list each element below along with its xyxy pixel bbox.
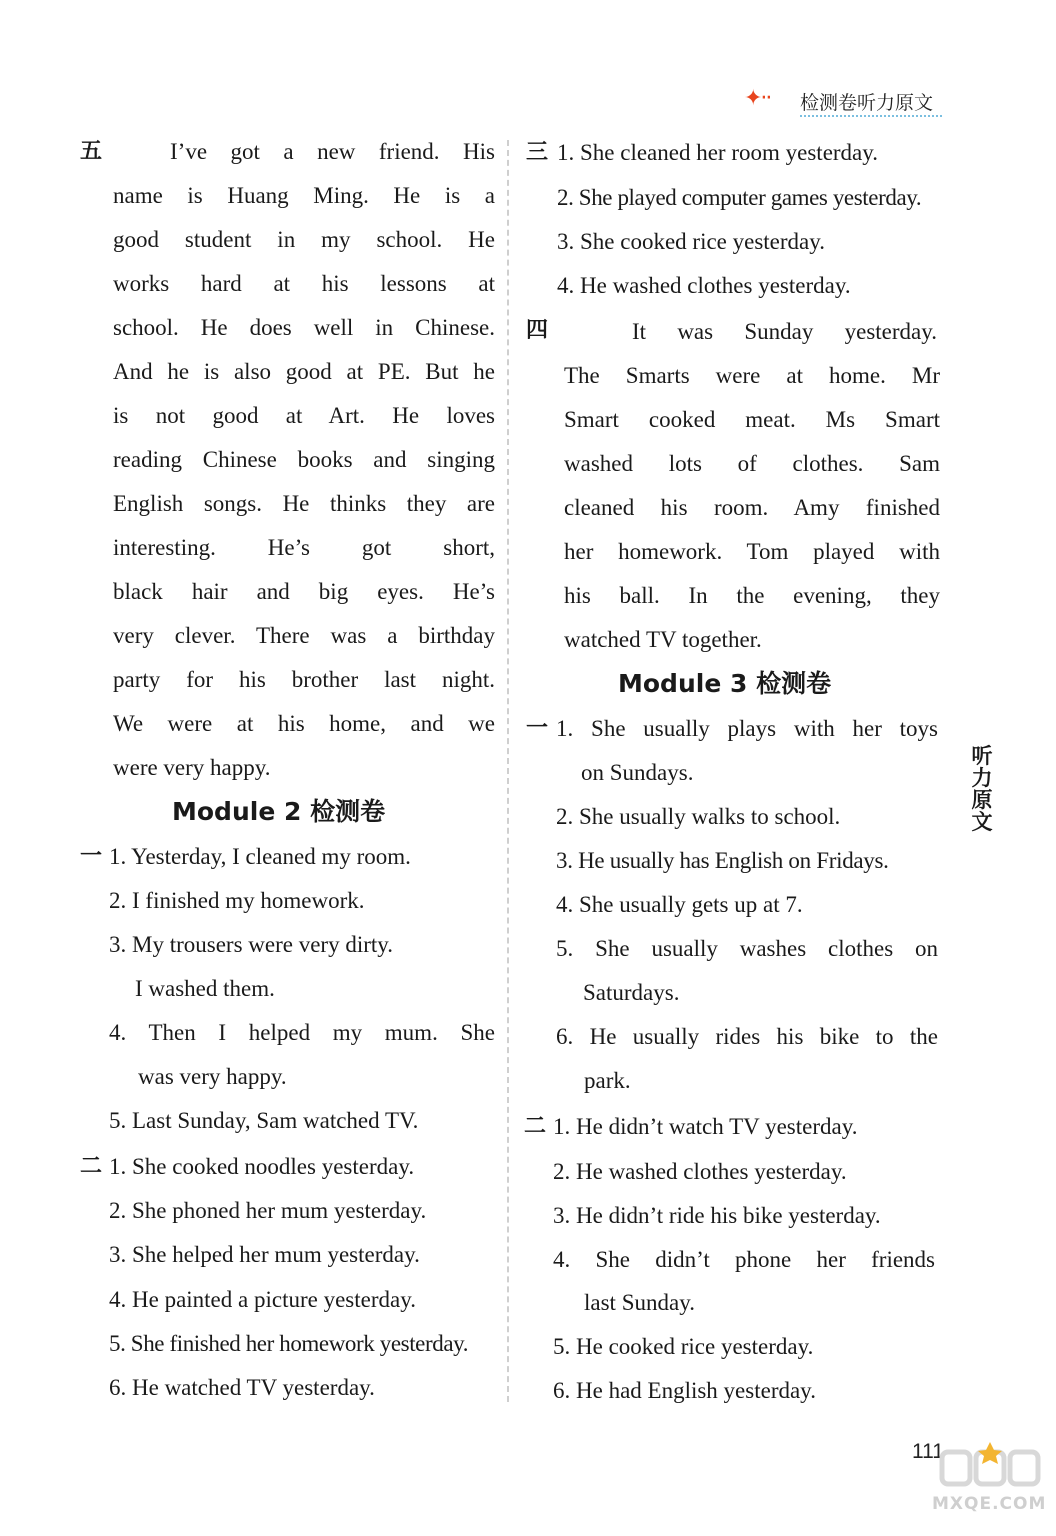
text-line: 3. She helped her mum yesterday. — [109, 1242, 420, 1267]
module-2-heading: Module 2 检测卷 — [172, 797, 386, 826]
text-line: cleaned his room. Amy finished — [564, 495, 940, 520]
text-line: on Sundays. — [581, 760, 694, 785]
side-tab-char: 力 — [971, 766, 993, 790]
text-line: I’ve got a new friend. His — [170, 139, 495, 164]
side-tab-char: 听 — [971, 744, 993, 768]
section-mark-3: 三 — [526, 140, 549, 165]
text-line: It was Sunday yesterday. — [632, 319, 937, 344]
text-line: 4. He painted a picture yesterday. — [109, 1287, 416, 1312]
text-line: Saturdays. — [583, 980, 680, 1005]
text-line: party for his brother last night. — [113, 667, 495, 692]
text-line: 5. He cooked rice yesterday. — [553, 1334, 814, 1359]
text-line: was very happy. — [138, 1064, 287, 1089]
header-underline — [800, 115, 942, 117]
text-line: very clever. There was a birthday — [113, 623, 495, 648]
text-line: his ball. In the evening, they — [564, 583, 940, 608]
text-line: good student in my school. He — [113, 227, 495, 252]
text-line: school. He does well in Chinese. — [113, 315, 495, 340]
text-line: 3. My trousers were very dirty. — [109, 932, 394, 957]
section-mark-5: 五 — [80, 139, 103, 164]
side-tab-char: 原 — [971, 788, 993, 812]
page-header — [740, 84, 945, 118]
text-line: 2. He washed clothes yesterday. — [553, 1159, 847, 1184]
text-line: 1. She usually plays with her toys — [556, 716, 938, 741]
text-line: 6. He usually rides his bike to the — [556, 1024, 938, 1049]
page-number: 111 — [912, 1440, 944, 1463]
text-line: works hard at his lessons at — [113, 271, 495, 296]
text-line: name is Huang Ming. He is a — [113, 183, 495, 208]
section-mark-1: 一 — [80, 844, 103, 869]
text-line: washed lots of clothes. Sam — [564, 451, 940, 476]
text-line: 1. Yesterday, I cleaned my room. — [109, 844, 411, 869]
text-line: 5. She usually washes clothes on — [556, 936, 938, 961]
text-line: 3. She cooked rice yesterday. — [557, 229, 826, 254]
text-line: interesting. He’s got short, — [113, 535, 495, 560]
star-decoration-icon: ✦·· — [744, 86, 771, 111]
text-line: 1. He didn’t watch TV yesterday. — [553, 1114, 858, 1139]
section-mark-1: 一 — [526, 716, 549, 741]
text-line: 4. She didn’t phone her friends — [553, 1247, 935, 1272]
text-line: 2. She played computer games yesterday. — [557, 185, 922, 210]
side-tab — [967, 745, 997, 833]
text-line: Smart cooked meat. Ms Smart — [564, 407, 940, 432]
text-line: 5. Last Sunday, Sam watched TV. — [109, 1108, 419, 1133]
column-divider — [507, 140, 509, 1402]
text-line: 3. He usually has English on Fridays. — [556, 848, 889, 873]
section-mark-2: 二 — [524, 1114, 547, 1139]
text-line: English songs. He thinks they are — [113, 491, 495, 516]
header-title: 检测卷听力原文 — [800, 92, 934, 114]
text-line: black hair and big eyes. He’s — [113, 579, 495, 604]
text-line: her homework. Tom played with — [564, 539, 940, 564]
text-line: 6. He had English yesterday. — [553, 1378, 816, 1403]
text-line: 1. She cleaned her room yesterday. — [557, 140, 879, 165]
text-line: 1. She cooked noodles yesterday. — [109, 1154, 415, 1179]
watermark-text: MXQE.COM — [932, 1494, 1047, 1514]
text-line: is not good at Art. He loves — [113, 403, 495, 428]
text-line: 4. Then I helped my mum. She — [109, 1020, 495, 1045]
module-3-heading: Module 3 检测卷 — [618, 669, 832, 698]
section-mark-4: 四 — [526, 318, 549, 343]
section-mark-2: 二 — [80, 1154, 103, 1179]
text-line: 5. She finished her homework yesterday. — [109, 1331, 469, 1356]
text-line: reading Chinese books and singing — [113, 447, 495, 472]
text-line: were very happy. — [113, 755, 271, 780]
text-line: 6. He watched TV yesterday. — [109, 1375, 375, 1400]
text-line: And he is also good at PE. But he — [113, 359, 495, 384]
text-line: 2. She usually walks to school. — [556, 804, 841, 829]
text-line: 4. She usually gets up at 7. — [556, 892, 803, 917]
text-line: 3. He didn’t ride his bike yesterday. — [553, 1203, 881, 1228]
text-line: 2. She phoned her mum yesterday. — [109, 1198, 427, 1223]
side-tab-char: 文 — [971, 810, 993, 834]
text-line: 4. He washed clothes yesterday. — [557, 273, 851, 298]
text-line: I washed them. — [135, 976, 275, 1001]
text-line: last Sunday. — [584, 1290, 695, 1315]
text-line: The Smarts were at home. Mr — [564, 363, 940, 388]
text-line: 2. I finished my homework. — [109, 888, 365, 913]
watermark-logo-icon — [938, 1440, 1042, 1494]
text-line: We were at his home, and we — [113, 711, 495, 736]
text-line: park. — [584, 1068, 631, 1093]
text-line: watched TV together. — [564, 627, 762, 652]
